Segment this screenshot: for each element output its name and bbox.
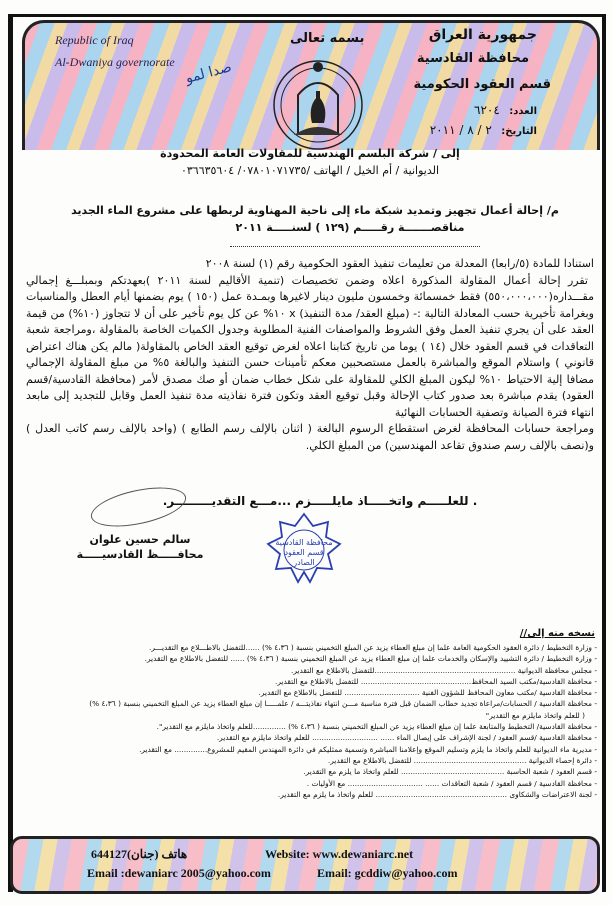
cc-item: - محافظة القادسية /مكتب معاون المحافظ للشؤون الفنية ................................ للتفضل بالاطلاع مع التقدير. bbox=[258, 688, 597, 698]
basmala: بسمه تعالى bbox=[290, 31, 365, 46]
body-main-paragraph: تقرر إحالة أعمال المقاولة المذكورة اعلاه وضمن تخصيصات (تنمية الأقاليم لسنة ٢٠١١ )بعهدتكم وبمبلـــغ إجمالي مقـــدار‌ه(٥٥٠،٠٠٠،٠٠٠) فقط خمسمائة وخمسون مليون دينار لاغيرها وبمـدة عمل (١٥٠ ) يوم بضمنها أيام العطل والمناسبات وبغرامة تأخيرية حسب المعادلة التالية :- (مبلغ العقد/ مدة التنفيذ) x ١٠% عن كل يوم تأخير على أن لا تتجاوز (١٠%) من قيمة العقد على أن يجري تنفيذ العمل وفق الشروط والمواصفات الفنية المطلوبة وجدول الكميات الخاصة بالمقاولة ،ومراجعة شعبة التعاقدات في قسم العقود خلال (١٤ ) يوما من تاريخ كتابنا اعلاه لغرض توقيع العقد الخاص بالمقاولة( مالم يكن هناك اعتراض قانوني ) واستلام الموقع والمباشرة بالعمل مستصحبين معكم تأمينات حسن التنفيذ والبالغة ٥% من مبلغ المقاولة الإجمالي مضافا إلية الاحتياط ١٠% ليكون المبلغ الكلي للمقاولة على شكل خطاب ضمان أو صك مصدق لأمر (محافظة القادسية/قسم العقود) يقدم مباشرة بعد صدور كتاب الإحالة وقبل توقيع العقد وتكون فترة نفاذيته مدة تنفيذ العمل وقابل للتجديد إلى مابعد انتهاء فترة الصيانة وتصفية الحسابات النهائية bbox=[26, 273, 594, 419]
letterhead-en-country: Republic of Iraq bbox=[55, 33, 134, 47]
letterhead-ar-governorate: محافظة القادسية bbox=[416, 51, 529, 66]
cc-item: - وزارة التخطيط / دائرة العقود الحكومية العامة علما إن مبلغ العطاء يزيد عن المبلغ التخميني بنسبة ( ٤،٣٦ %) ......للتفضل بالاطـــلاع مع التقديـــر. bbox=[149, 643, 597, 652]
footer-phone: 644127هاتف (جنان) bbox=[91, 847, 188, 861]
letterhead-en-governorate: Al-Dwaniya governorate bbox=[55, 55, 175, 69]
reference-number-label: العدد: bbox=[509, 106, 537, 117]
letterhead-ar-department: قسم العقود الحكومية bbox=[413, 77, 551, 92]
footer-email-2[interactable]: Email: gcddiw@yahoo.com bbox=[317, 866, 458, 880]
stamp-text bbox=[266, 538, 342, 568]
stamp-line-3: الصادر bbox=[293, 558, 315, 567]
signer-title: محافـــــظ القادسيـــــة bbox=[76, 548, 204, 561]
letter-footer bbox=[10, 836, 600, 894]
reference-number-value: ٦٢٠٤ bbox=[474, 103, 500, 117]
governorate-emblem-icon bbox=[268, 53, 368, 150]
cc-item: - دائرة إحصاء الديوانية ................................................ للتفضل بالاطلاع مع التقدير. bbox=[327, 755, 597, 765]
signature-block bbox=[65, 532, 215, 562]
cc-item: - محافظة القادسية / قسم العقود / شعبة التعاقدات ...... ................................ مع الأوليات . bbox=[306, 778, 597, 788]
cc-item-continuation: ( للعلم واتخاذ مايلزم مع التقدير" bbox=[485, 710, 585, 720]
cc-item: - محافظة القادسية / الحسابات/مراعاة تجديد خطاب الضمان قبل فترة مناسبة مـــن انتهاء نفاذيتـــه / علمـــــا إن مبلغ العطاء يزيد عن المبلغ التخميني بنسبة ( ٤،٣٦ %) bbox=[89, 699, 597, 709]
letterhead-ar-country: جمهورية العراق bbox=[428, 27, 537, 43]
letter-date-value: ٢ / ٨ / ٢٠١١ bbox=[429, 123, 492, 137]
cc-item: - قسم العقود / شعبة الحاسبة ............................................ للعلم واتخاذ ما يلزم مع التقدير. bbox=[303, 767, 597, 777]
addressee-contact: الديوانية / أم الخيل / الهاتف /٠٧٨٠١٠٧١٧٣٥/ ٠٣٦٦٣٥٦٠٤ bbox=[180, 164, 440, 177]
closing-line: . للعلـــــم واتخـــــاذ مايلـــــزم ...مـــع التقديـــــــــر. bbox=[162, 494, 478, 508]
footer-email-1[interactable]: Email :dewaniarc 2005@yahoo.com bbox=[87, 866, 271, 880]
body-reference: استنادا للمادة (٥/رابعا) المعدلة من تعليمات تنفيذ العقود الحكومية رقم (١) لسنة ٢٠٠٨ bbox=[205, 257, 594, 270]
handwritten-note: صدا لمو bbox=[183, 59, 234, 87]
footer-website[interactable]: Website: www.dewaniarc.net bbox=[265, 847, 414, 861]
cc-list bbox=[12, 642, 597, 800]
cc-item: - لجنة الاعتراضات والشكاوى ........................................................ للعلم واتخاذ ما يلزم مع التقدير. bbox=[277, 789, 597, 799]
cc-item: - محافظة القادسية/ التخطيط والمتابعة علما إن مبلغ العطاء يزيد عن المبلغ التخميني بنسبة ( ٤،٣٦ %) ..............للعلم واتخاذ مايلزم مع التقدير". bbox=[156, 722, 597, 732]
body-fees-paragraph: ومراجعة حسابات المحافظة لغرض استقطاع الرسوم البالغة ( اثنان بالإلف رسم الطابع ) (واحد بالإلف رسم كاتب العدل ) و(نصف بالإلف رسم صندوق تقاعد المهندسين) من المبلغ الكلي. bbox=[26, 422, 594, 452]
cc-title: نسخه منه إلى// bbox=[519, 628, 595, 639]
letter-body bbox=[26, 256, 594, 454]
cc-item: - مجلس محافظة الديوانية ............................................................للتفضل بالاطلاع مع التقدير. bbox=[291, 665, 597, 675]
stamp-line-1: محافظة القادسية bbox=[275, 538, 333, 547]
signer-name: سالم حسين علوان bbox=[89, 533, 191, 546]
reference-number bbox=[474, 103, 537, 117]
cc-item: - محافظة القادسية /قسم العقود / لجنة الإشراف على إيصال الماء ...... ............................ للعلم واتخاذ مايلزم مع التقدير. bbox=[216, 733, 597, 743]
addressee-line: إلى / شركة البلسم الهندسية للمقاولات العامة المحدودة bbox=[160, 147, 460, 160]
tender-number: مناقصـــــــة رقـــــم (١٢٩ ) لسنـــــة ٢٠١١ bbox=[235, 221, 465, 234]
letter-date-label: التاريخ: bbox=[501, 126, 537, 137]
cc-item: - وزارة التخطيط / دائرة التشييد والإسكان والخدمات علما إن مبلغ العطاء يزيد عن المبلغ التخميني بنسبة ( ٤،٣٦ %) ...... للتفضل بالاطلاع مع التقدير. bbox=[144, 654, 597, 664]
letter-date bbox=[430, 123, 537, 137]
cc-item: - مديرية ماء الديوانية للعلم واتخاذ ما يلزم وتسليم الموقع وإعلامنا المباشرة وتسمية ممثليكم في دائرة المهندس المقيم للمشروع.............. مع التقدير. bbox=[139, 744, 597, 754]
cc-item: - محافظة القادسية/مكتب السيد المحافظ............................................... للتفضل بالاطلاع مع التقدير. bbox=[275, 676, 597, 686]
stamp-line-2: قسم العقود bbox=[284, 548, 324, 557]
separator-dots bbox=[230, 246, 480, 247]
letterhead bbox=[22, 20, 600, 150]
subject-line: م/ إحالة أعمال تجهيز وتمديد شبكة ماء إلى ناحية المهناوية لربطها على مشروع الماء الجديد bbox=[71, 204, 559, 217]
